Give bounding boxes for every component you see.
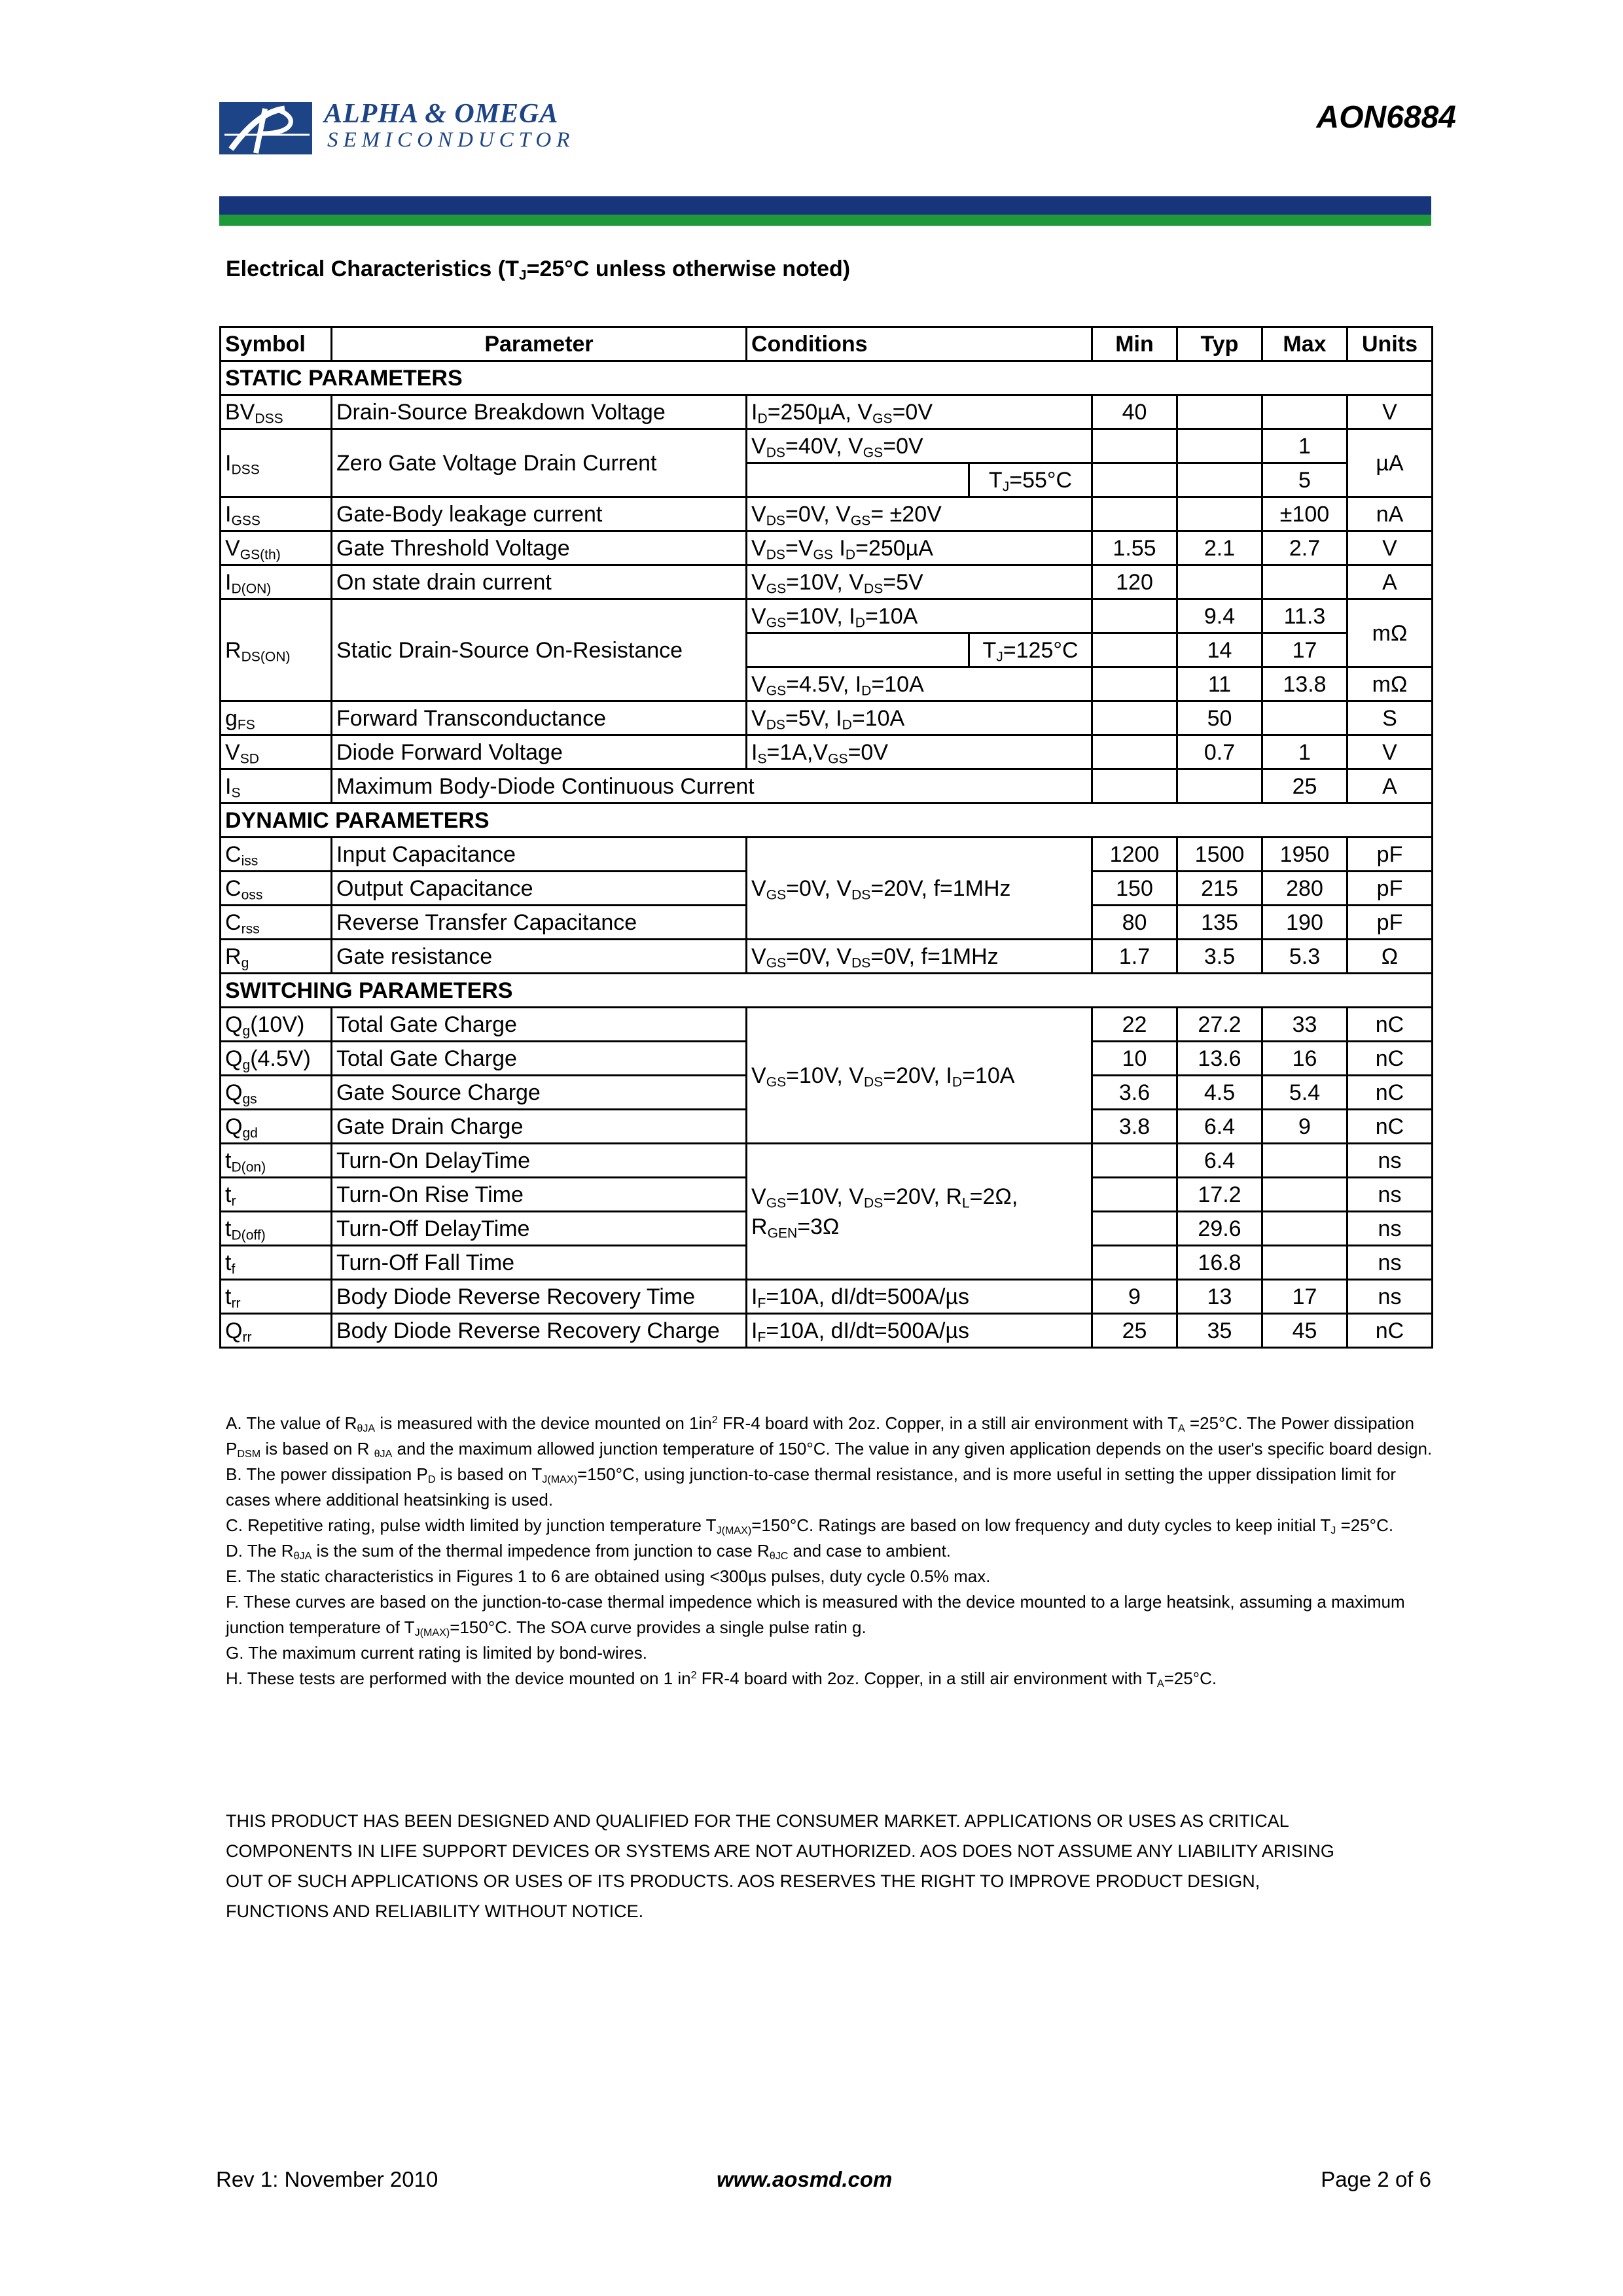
- symbol-cell: $C_{iss}$: [221, 838, 332, 872]
- symbol-cell: $BV_{DSS}$: [221, 395, 332, 429]
- conditions-cell: $V_{DS}=0V$, $V_{GS}= \pm 20V$: [747, 497, 1092, 531]
- symbol-cell: $Q_g(4.5V)$: [221, 1042, 332, 1076]
- conditions-cell: $I_D=250\mu A$, $V_{GS}=0V$: [747, 395, 1092, 429]
- symbol-cell: $t_r$: [221, 1178, 332, 1212]
- conditions-cell: $I_F=10A$, dI/dt=500A/µs: [747, 1314, 1092, 1348]
- aos-logo-icon: [219, 102, 312, 154]
- table-row: $V_{GS}=4.5V$, $I_D=10A$ 11 13.8 mΩ: [221, 667, 1433, 701]
- section-switching: SWITCHING PARAMETERS: [221, 974, 1433, 1008]
- symbol-cell: $Q_{gd}$: [221, 1110, 332, 1144]
- table-row: $t_{D(off)}$ Turn-Off DelayTime 29.6 ns: [221, 1212, 1433, 1246]
- tj-condition: $T_J=55^\circ C$: [969, 463, 1092, 497]
- table-row: $I_S$ Maximum Body-Diode Continuous Current 25 A: [221, 769, 1433, 804]
- table-row: $I_{D(ON)}$ On state drain current $V_{GS}=10V$, $V_{DS}=5V$ 120 A: [221, 565, 1433, 599]
- col-min: Min: [1092, 327, 1177, 361]
- conditions-cell: $V_{GS}=10V$, $V_{DS}=20V$, $I_D=10A$: [747, 1008, 1092, 1144]
- conditions-cell: $V_{GS}=10V$, $I_D=10A$: [747, 599, 1092, 633]
- symbol-cell: $t_{D(off)}$: [221, 1212, 332, 1246]
- symbol-cell: $t_f$: [221, 1246, 332, 1280]
- note-g: G. The maximum current rating is limited by bond-wires.: [226, 1643, 647, 1663]
- table-row: $R_g$ Gate resistance $V_{GS}=0V$, $V_{DS}=0V$, f=1MHz 1.7 3.5 5.3 Ω: [221, 940, 1433, 974]
- conditions-cell: $I_F=10A$, dI/dt=500A/µs: [747, 1280, 1092, 1314]
- note-a: A. The value of $R_{\theta JA}$ is measured with the device mounted on $1in^2$ FR-4 board with 2oz. Copper, in a still air environment with $T_A =25^\circ C$. The Power dissipation $P_{DSM}$ is based on R $_{\theta JA}$ and the maximum allowed junction temperature of 150°C. The value in any given application depends on the user's specific board design.: [226, 1413, 1433, 1460]
- website-link[interactable]: www.aosmd.com: [717, 2167, 893, 2191]
- col-symbol: Symbol: [221, 327, 332, 361]
- header-bar-blue: [219, 196, 1431, 215]
- header-bar-green: [219, 215, 1431, 226]
- conditions-cell: $V_{GS}=10V$, $V_{DS}=5V$: [747, 565, 1092, 599]
- table-row: $g_{FS}$ Forward Transconductance $V_{DS}=5V$, $I_D=10A$ 50 S: [221, 701, 1433, 735]
- symbol-cell: $C_{rss}$: [221, 906, 332, 940]
- symbol-cell: $t_{rr}$: [221, 1280, 332, 1314]
- table-row: $C_{oss}$ Output Capacitance 150 215 280 pF: [221, 872, 1433, 906]
- col-typ: Typ: [1177, 327, 1262, 361]
- conditions-cell: $V_{DS}=V_{GS}$ $I_D=250\mu A$: [747, 531, 1092, 565]
- conditions-cell: $V_{GS}=4.5V$, $I_D=10A$: [747, 667, 1092, 701]
- table-row: $C_{rss}$ Reverse Transfer Capacitance 80 135 190 pF: [221, 906, 1433, 940]
- section-title: Electrical Characteristics ($T_J=25^\circ C$ unless otherwise noted): [226, 256, 851, 283]
- table-row: $BV_{DSS}$ Drain-Source Breakdown Voltage $I_D=250\mu A$, $V_{GS}=0V$ 40 V: [221, 395, 1433, 429]
- symbol-cell: $V_{SD}$: [221, 735, 332, 769]
- symbol-cell: $g_{FS}$: [221, 701, 332, 735]
- note-c: C. Repetitive rating, pulse width limited by junction temperature $T_{J(MAX)}=150^\circ C$. Ratings are based on low frequency and duty cycles to keep initial $T_J =25^\circ C$.: [226, 1515, 1394, 1537]
- table-row: $R_{DS(ON)}$ Static Drain-Source On-Resistance $V_{GS}=10V$, $I_D=10A$ 9.4 11.3 mΩ: [221, 599, 1433, 633]
- electrical-characteristics-table: [219, 326, 1433, 1349]
- table-row: $t_r$ Turn-On Rise Time 17.2 ns: [221, 1178, 1433, 1212]
- symbol-cell: $I_{D(ON)}$: [221, 565, 332, 599]
- footnotes: [226, 1411, 1436, 1691]
- disclaimer: [226, 1806, 1436, 1926]
- table-header-row: [221, 327, 1433, 361]
- symbol-cell: $I_{DSS}$: [221, 429, 332, 497]
- table-row: $T_J=125^\circ C$ 14 17: [221, 633, 1433, 667]
- part-number: AON6884: [1316, 100, 1456, 135]
- page-number: Page 2 of 6: [1321, 2167, 1431, 2191]
- revision-text: Rev 1: November 2010: [216, 2167, 438, 2191]
- disclaimer-line: FUNCTIONS AND RELIABILITY WITHOUT NOTICE.: [226, 1901, 644, 1921]
- symbol-cell: $C_{oss}$: [221, 872, 332, 906]
- table-row: $t_{rr}$ Body Diode Reverse Recovery Time $I_F=10A$, dI/dt=500A/µs 9 13 17 ns: [221, 1280, 1433, 1314]
- conditions-cell: $V_{DS}=5V$, $I_D=10A$: [747, 701, 1092, 735]
- table-row: $C_{iss}$ Input Capacitance $V_{GS}=0V$, $V_{DS}=20V$, f=1MHz 1200 1500 1950 pF: [221, 838, 1433, 872]
- symbol-cell: $I_S$: [221, 769, 332, 804]
- conditions-cell: $V_{GS}=10V$, $V_{DS}=20V$, $R_L=2\Omega$, $R_{GEN}=3\Omega$: [747, 1144, 1092, 1280]
- note-b: B. The power dissipation $P_D$ is based on $T_{J(MAX)}=150^\circ C$, using junction-to-case thermal resistance, and is more useful in setting the upper dissipation limit for cases where additional heatsinking is used.: [226, 1464, 1397, 1510]
- symbol-cell: $t_{D(on)}$: [221, 1144, 332, 1178]
- symbol-cell: $Q_{gs}$: [221, 1076, 332, 1110]
- table-row: $Q_g(4.5V)$ Total Gate Charge 10 13.6 16 nC: [221, 1042, 1433, 1076]
- conditions-cell: $V_{GS}=0V$, $V_{DS}=20V$, f=1MHz: [747, 838, 1092, 940]
- note-f: F. These curves are based on the junction-to-case thermal impedence which is measured with the device mounted to a large heatsink, assuming a maximum junction temperature of $T_{J(MAX)}=150^\circ C$. The SOA curve provides a single pulse ratin g.: [226, 1592, 1405, 1639]
- tj-condition: $T_J=125^\circ C$: [969, 633, 1092, 667]
- company-subtitle: SEMICONDUCTOR: [327, 128, 575, 152]
- symbol-cell: $R_{DS(ON)}$: [221, 599, 332, 701]
- table-row: $I_{GSS}$ Gate-Body leakage current $V_{DS}=0V$, $V_{GS}= \pm 20V$ ±100 nA: [221, 497, 1433, 531]
- disclaimer-line: COMPONENTS IN LIFE SUPPORT DEVICES OR SYSTEMS ARE NOT AUTHORIZED. AOS DOES NOT ASSUME ANY LIABILITY ARISING: [226, 1841, 1334, 1861]
- disclaimer-line: OUT OF SUCH APPLICATIONS OR USES OF ITS PRODUCTS. AOS RESERVES THE RIGHT TO IMPROVE PRODUCT DESIGN,: [226, 1871, 1260, 1891]
- col-max: Max: [1262, 327, 1347, 361]
- note-h: H. These tests are performed with the device mounted on 1 $in^2$ FR-4 board with 2oz. Copper, in a still air environment with $T_A=25^\circ C$.: [226, 1669, 1217, 1690]
- table-row: $t_f$ Turn-Off Fall Time 16.8 ns: [221, 1246, 1433, 1280]
- table-row: $Q_{gs}$ Gate Source Charge 3.6 4.5 5.4 nC: [221, 1076, 1433, 1110]
- col-parameter: Parameter: [332, 327, 747, 361]
- symbol-cell: $Q_{rr}$: [221, 1314, 332, 1348]
- symbol-cell: $I_{GSS}$: [221, 497, 332, 531]
- symbol-cell: $Q_g(10V)$: [221, 1008, 332, 1042]
- table-row: $V_{GS(th)}$ Gate Threshold Voltage $V_{DS}=V_{GS}$ $I_D=250\mu A$ 1.55 2.1 2.7 V: [221, 531, 1433, 565]
- table-row: $T_J=55^\circ C$ 5: [221, 463, 1433, 497]
- section-static: STATIC PARAMETERS: [221, 361, 1433, 395]
- table-row: $Q_{gd}$ Gate Drain Charge 3.8 6.4 9 nC: [221, 1110, 1433, 1144]
- disclaimer-line: THIS PRODUCT HAS BEEN DESIGNED AND QUALIFIED FOR THE CONSUMER MARKET. APPLICATIONS OR USES AS CRITICAL: [226, 1811, 1289, 1831]
- col-units: Units: [1347, 327, 1433, 361]
- conditions-cell: $I_S=1A,V_{GS}=0V$: [747, 735, 1092, 769]
- table-row: $Q_g(10V)$ Total Gate Charge $V_{GS}=10V$, $V_{DS}=20V$, $I_D=10A$ 22 27.2 33 nC: [221, 1008, 1433, 1042]
- table-row: $Q_{rr}$ Body Diode Reverse Recovery Charge $I_F=10A$, dI/dt=500A/µs 25 35 45 nC: [221, 1314, 1433, 1348]
- company-name: ALPHA & OMEGA: [324, 99, 559, 129]
- table-row: $I_{DSS}$ Zero Gate Voltage Drain Current $V_{DS}=40V$, $V_{GS}=0V$ 1 µA: [221, 429, 1433, 463]
- conditions-cell: $V_{GS}=0V$, $V_{DS}=0V$, f=1MHz: [747, 940, 1092, 974]
- col-conditions: Conditions: [747, 327, 1092, 361]
- section-dynamic: DYNAMIC PARAMETERS: [221, 804, 1433, 838]
- company-logo: [219, 98, 599, 177]
- table-row: $V_{SD}$ Diode Forward Voltage $I_S=1A,V_{GS}=0V$ 0.7 1 V: [221, 735, 1433, 769]
- note-d: D. The $R_{\theta JA}$ is the sum of the thermal impedence from junction to case $R_{\theta JC}$ and case to ambient.: [226, 1541, 952, 1563]
- conditions-cell: $V_{DS}=40V$, $V_{GS}=0V$: [747, 429, 1092, 463]
- symbol-cell: $R_g$: [221, 940, 332, 974]
- note-e: E. The static characteristics in Figures 1 to 6 are obtained using <300µs pulses, duty cycle 0.5% max.: [226, 1566, 991, 1586]
- symbol-cell: $V_{GS(th)}$: [221, 531, 332, 565]
- table-row: $t_{D(on)}$ Turn-On DelayTime $V_{GS}=10V$, $V_{DS}=20V$, $R_L=2\Omega$, $R_{GEN}=3\Omega$ 6.4 ns: [221, 1144, 1433, 1178]
